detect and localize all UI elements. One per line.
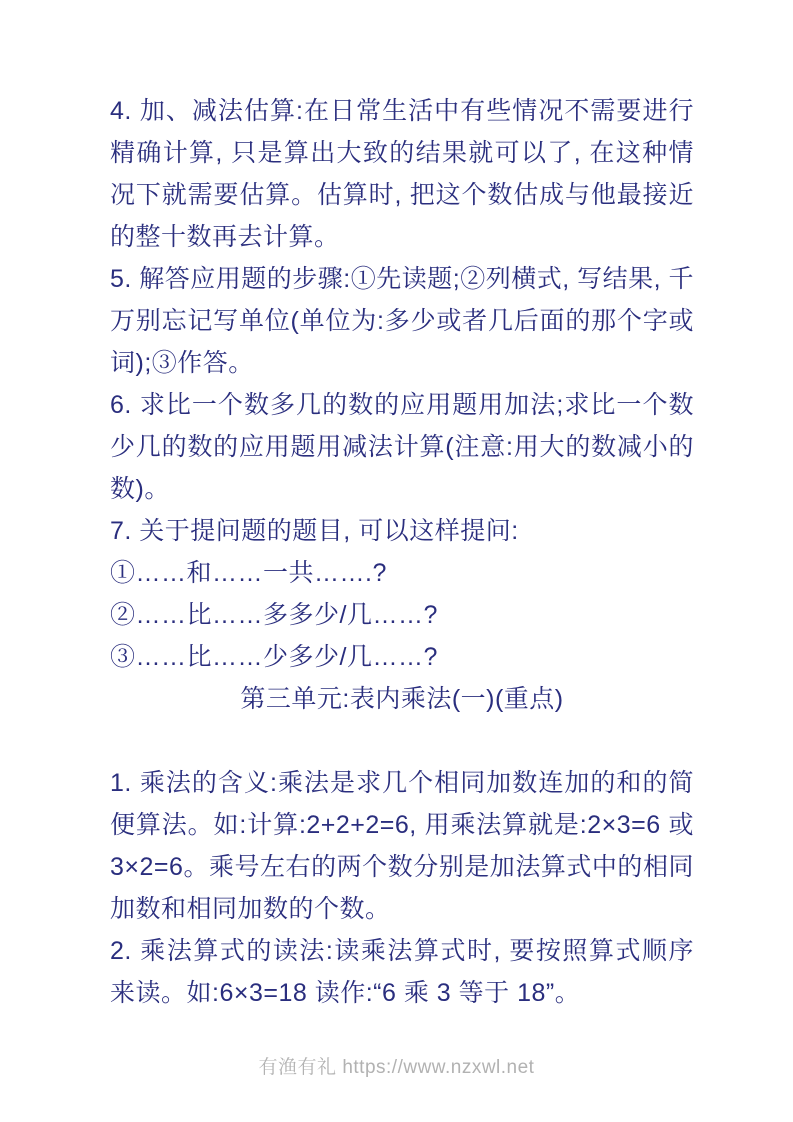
para-word-problem-steps: 5. 解答应用题的步骤:①先读题;②列横式, 写结果, 千万别忘记写单位(单位为:多少或者几后面的那个字或词);③作答。 bbox=[110, 265, 694, 377]
para-multiplication-reading: 2. 乘法算式的读法:读乘法算式时, 要按照算式顺序来读。如:6×3=18 读作:“6 乘 3 等于 18”。 bbox=[110, 937, 694, 1007]
para-add-sub-estimation: 4. 加、减法估算:在日常生活中有些情况不需要进行精确计算, 只是算出大致的结果就可以了, 在这种情况下就需要估算。估算时, 把这个数估成与他最接近的整十数再去计算。 bbox=[110, 97, 694, 251]
question-pattern-2: ②……比……多多少/几……? bbox=[110, 601, 438, 629]
para-multiplication-meaning: 1. 乘法的含义:乘法是求几个相同加数连加的和的简便算法。如:计算:2+2+2=6, 用乘法算就是:2×3=6 或 3×2=6。乘号左右的两个数分别是加法算式中的相同加数和相同加数的个数。 bbox=[110, 769, 694, 923]
question-pattern-3: ③……比……少多少/几……? bbox=[110, 643, 438, 671]
notes-content bbox=[110, 90, 694, 1014]
unit3-heading: 第三单元:表内乘法(一)(重点) bbox=[240, 685, 564, 713]
footer-watermark: 有渔有礼 https://www.nzxwl.net bbox=[258, 1057, 535, 1078]
question-pattern-1: ①……和……一共…….? bbox=[110, 559, 387, 587]
para-question-posing-intro: 7. 关于提问题的题目, 可以这样提问: bbox=[110, 517, 519, 545]
para-compare-more-less-rule: 6. 求比一个数多几的数的应用题用加法;求比一个数少几的数的应用题用减法计算(注意:用大的数减小的数)。 bbox=[110, 391, 694, 503]
